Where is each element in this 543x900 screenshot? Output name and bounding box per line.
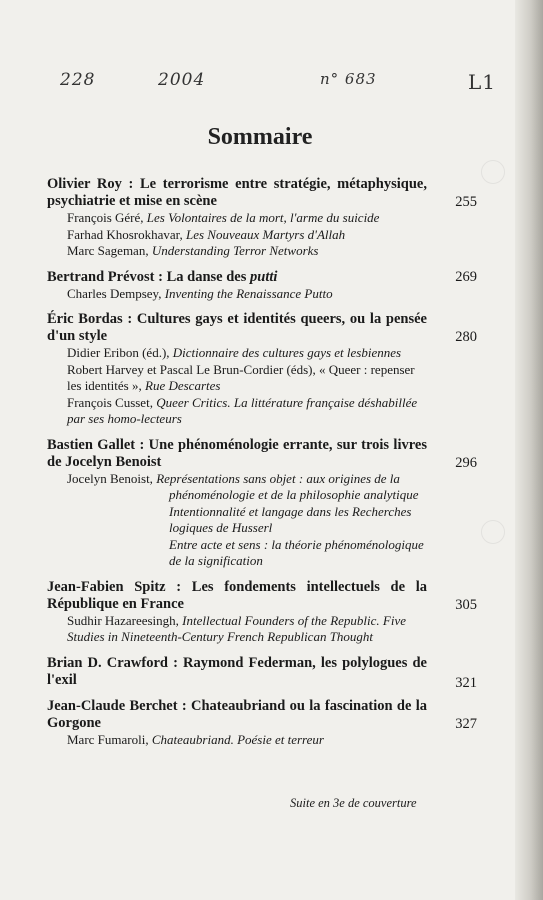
handwritten-issue: n° 683 — [320, 70, 377, 88]
review-line: Jocelyn Benoist, Représentations sans objet : aux origines de la — [67, 470, 400, 486]
handwritten-year: 2004 — [158, 70, 206, 90]
toc-entry — [47, 269, 477, 303]
toc-entry — [47, 698, 477, 749]
handwritten-code: L1 — [468, 70, 497, 94]
entry-heading: Jean-Claude Berchet : Chateaubriand ou la fascination de la Gorgone — [47, 697, 427, 731]
page-number: 321 — [455, 674, 477, 691]
entry-heading: Brian D. Crawford : Raymond Federman, les polylogues de l'exil — [47, 654, 427, 688]
review-line: Charles Dempsey, Inventing the Renaissance Putto — [67, 285, 333, 301]
review-line: Didier Eribon (éd.), Dictionnaire des cultures gays et lesbiennes — [67, 345, 402, 360]
review-line: Robert Harvey et Pascal Le Brun-Cordier (éds), « Queer : repenser les identités », Rue Descartes — [67, 361, 415, 393]
toc-entry — [47, 437, 477, 570]
toc-entry — [47, 311, 477, 428]
entry-heading: Bertrand Prévost : La danse des putti — [47, 268, 278, 285]
toc-entry — [47, 579, 477, 646]
page-number: 296 — [455, 454, 477, 471]
toc-entry — [47, 655, 477, 689]
page-number: 255 — [455, 194, 477, 210]
entry-heading: Bastien Gallet : Une phénoménologie errante, sur trois livres de Jocelyn Benoist — [47, 436, 427, 470]
continuation-note: Suite en 3e de couverture — [290, 796, 417, 810]
review-line: Marc Fumaroli, Chateaubriand. Poésie et terreur — [67, 731, 324, 747]
review-continuation: phénoménologie et de la philosophie analytique — [169, 487, 419, 502]
entry-heading: Éric Bordas : Cultures gays et identités queers, ou la pensée d'un style — [47, 311, 427, 344]
review-line: Farhad Khosrokhavar, Les Nouveaux Martyrs d'Allah — [67, 226, 346, 242]
entry-heading: Jean-Fabien Spitz : Les fondements intellectuels de la République en France — [47, 578, 427, 612]
entry-heading: Olivier Roy : Le terrorisme entre stratégie, métaphysique, psychiatrie et mise en scène — [47, 176, 427, 209]
review-continuation: Entre acte et sens : la théorie phénoménologique de la signification — [169, 536, 424, 568]
review-line: François Cusset, Queer Critics. La littérature française déshabillée par ses homo-lecteurs — [67, 394, 418, 426]
review-continuation: Intentionnalité et langage dans les Recherches logiques de Husserl — [169, 503, 412, 535]
review-line: Sudhir Hazareesingh, Intellectual Founders of the Republic. Five Studies in Nineteenth-Century French Republican Thought — [67, 612, 406, 644]
page-title: Sommaire — [207, 124, 313, 150]
page-number: 327 — [455, 715, 477, 732]
table-of-contents — [47, 176, 477, 757]
review-line: François Géré, Les Volontaires de la mort, l'arme du suicide — [67, 210, 380, 225]
page-number: 305 — [455, 596, 477, 613]
toc-entry — [47, 176, 477, 260]
binder-hole — [481, 520, 505, 544]
binder-hole — [481, 160, 505, 184]
handwritten-number: 228 — [60, 70, 96, 90]
page-number: 269 — [455, 268, 477, 285]
page-number: 280 — [455, 329, 477, 345]
review-line: Marc Sageman, Understanding Terror Networks — [67, 243, 319, 258]
